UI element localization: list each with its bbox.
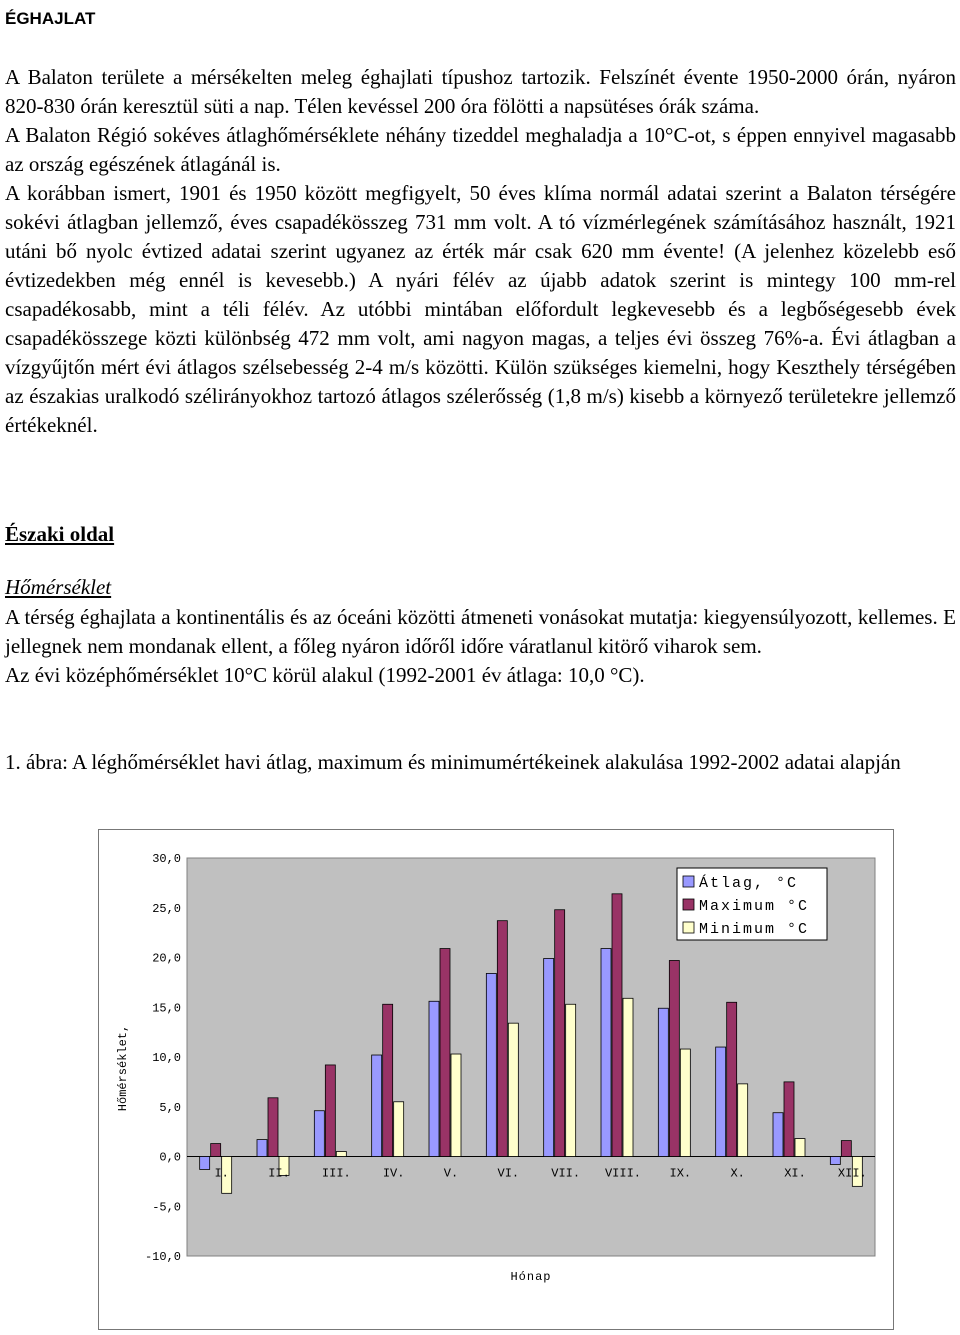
bar-average [658,1008,668,1156]
bar-average [773,1113,783,1157]
legend-swatch [683,922,694,933]
y-tick-label: 10,0 [152,1051,181,1065]
intro-paragraph-1: A Balaton területe a mérsékelten meleg éghajlati típushoz tartozik. Felszínét évente 1950-2000 órán, nyáron 820-830 órán keresztül süti a nap. Télen kevéssel 200 óra fölötti a napsütéses órák száma. [5,65,956,118]
temperature-chart [99,830,893,1329]
legend-label: Átlag, °C [699,875,799,892]
y-tick-label: 0,0 [159,1150,181,1165]
intro-paragraph-3: A korábban ismert, 1901 és 1950 között megfigyelt, 50 éves klíma normál adatai szerint a Balaton térségére sokévi átlagban jellemző, éves csapadékösszeg 731 mm volt. A tó vízmérlegének számításához használt, 1921 utáni bő nyolc évtized adatai szerint ugyanez az érték már csak 620 mm évente! (A jelenhez közelebb eső évtizedekben még ennél is kevesebb.) A nyári félév az újabb adatok szerint is mintegy 100 mm-rel csapadékosabb, mint a téli félév. Az utóbbi mintában előfordult legkevesebb és a legbőségesebb évek csapadékösszege közti különbség 472 mm volt, ami nagyon magas, a teljes évi összeg 76%-a. Évi átlagban a vízgyűjtőn mért évi átlagos szélsebesség 2-4 m/s közötti. Külön szükséges kiemelni, hogy Keszthely térségében az északias uralkodó szélirányokhoz tartozó átlagos szélerősség (1,8 m/s) kisebb a környező területekre jellemző értékeknél. [5,181,956,437]
bar-maximum [612,894,622,1157]
bar-minimum [336,1152,346,1157]
y-tick-label: 25,0 [152,901,181,916]
y-tick-label: -5,0 [152,1200,181,1215]
y-tick-label: -10,0 [144,1250,181,1264]
x-tick-label: II. [268,1166,290,1181]
x-tick-label: XI. [784,1166,806,1181]
bar-maximum [383,1004,393,1156]
bar-maximum [325,1065,335,1157]
bar-average [372,1055,382,1156]
bar-minimum [566,1004,576,1156]
bar-average [314,1111,324,1157]
x-tick-label: IV. [382,1166,405,1181]
bar-average [257,1140,267,1157]
y-tick-label: 5,0 [159,1100,181,1115]
temperature-title: Hőmérséklet [5,575,112,599]
x-tick-label: V. [443,1166,459,1181]
bar-average [601,949,611,1157]
x-tick-label: VII. [551,1166,581,1181]
bar-maximum [268,1098,278,1157]
bar-maximum [440,949,450,1157]
x-tick-label: VIII. [604,1166,642,1181]
bar-minimum [451,1054,461,1156]
temperature-paragraph-2: Az évi középhőmérséklet 10°C körül alakul (1992-2001 év átlaga: 10,0 °C). [5,663,645,687]
x-tick-label: VI. [497,1166,520,1181]
y-tick-label: 15,0 [152,1001,181,1016]
bar-minimum [623,998,633,1156]
bar-maximum [497,921,507,1157]
bar-minimum [680,1049,690,1156]
bar-average [544,958,554,1156]
bar-minimum [394,1102,404,1157]
bar-average [200,1157,210,1170]
y-tick-label: 30,0 [152,852,181,866]
legend-swatch [683,899,694,910]
bar-minimum [738,1084,748,1157]
bar-maximum [727,1002,737,1156]
bar-minimum [795,1139,805,1157]
north-side-title: Északi oldal [5,522,115,546]
x-tick-label: XII. [837,1166,867,1181]
bar-maximum [669,960,679,1156]
y-axis-label: Hőmérséklet, [116,1024,130,1112]
bar-maximum [784,1082,794,1157]
section-heading: ÉGHAJLAT [5,9,96,28]
temperature-text [5,603,956,690]
chart-frame [98,829,894,1330]
legend-swatch [683,876,694,887]
legend-label: Maximum °C [699,898,810,915]
x-axis-label: Hónap [510,1270,552,1284]
bar-minimum [508,1023,518,1156]
y-tick-label: 20,0 [152,951,181,966]
bar-average [429,1001,439,1156]
x-tick-label: X. [730,1166,745,1181]
bar-average [716,1047,726,1156]
temperature-paragraph-1: A térség éghajlata a kontinentális és az óceáni közötti átmeneti vonásokat mutatja: kiegyensúlyozott, kellemes. E jellegnek nem mondanak ellent, a főleg nyáron időről időre váratlanul kitörő viharok sem. [5,605,956,658]
bar-maximum [841,1141,851,1157]
intro-text [5,63,956,440]
x-tick-label: I. [214,1166,229,1181]
bar-maximum [555,910,565,1157]
bar-average [486,973,496,1156]
intro-paragraph-2: A Balaton Régió sokéves átlaghőmérséklete néhány tizeddel meghaladja a 10°C-ot, s éppen ennyivel magasabb az ország egészének átlagánál is. [5,123,956,176]
x-tick-label: IX. [669,1166,692,1181]
bar-maximum [211,1144,221,1157]
bar-average [830,1157,840,1165]
x-tick-label: III. [321,1166,351,1181]
legend-label: Minimum °C [699,921,810,938]
figure-caption: 1. ábra: A léghőmérséklet havi átlag, maximum és minimumértékeinek alakulása 1992-2002 adatai alapján [5,750,901,774]
